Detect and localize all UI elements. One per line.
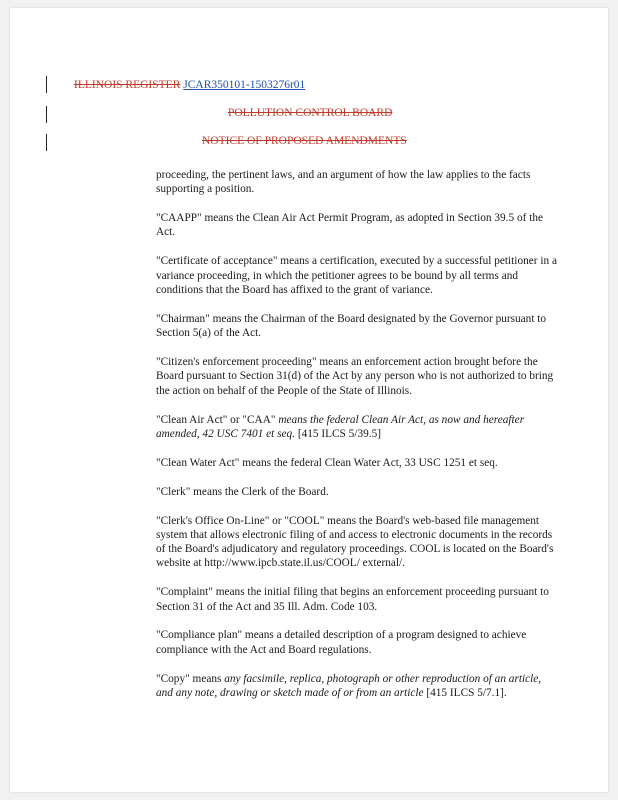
definition-paragraph: "Chairman" means the Chairman of the Board designated by the Governor pursuant to Section 5(a) of the Act.: [156, 312, 547, 340]
definition-paragraph: "Citizen's enforcement proceeding" means an enforcement action brought before the Board pursuant to Section 31(d) of the Act by any person who is not authorized to bring the action on behalf of the People of the State of Illinois.: [156, 356, 554, 397]
definition-paragraph: "Complaint" means the initial filing that begins an enforcement proceeding pursuant to Section 31 of the Act and 35 Ill. Adm. Code 103.: [156, 586, 549, 613]
definition-paragraph: "Clerk's Office On-Line" or "COOL" means the Board's web-based file management system that allows electronic filing of and access to electronic documents in the records of the Board's adjudicatory and regulatory proceedings. COOL is located on the Board's website at http://www.ipcb.state.il.us/COOL/ external/.: [156, 514, 554, 570]
register-line: [74, 78, 305, 92]
definition-paragraph: proceeding, the pertinent laws, and an argument of how the law applies to the facts supporting a position.: [156, 169, 531, 196]
definition-paragraph: "CAAPP" means the Clean Air Act Permit Program, as adopted in Section 39.5 of the Act.: [156, 212, 543, 239]
change-bar: [46, 76, 47, 93]
change-bar: [46, 134, 47, 151]
change-bar: [46, 106, 47, 123]
register-struck-text: ILLINOIS REGISTER: [74, 79, 181, 91]
statutory-text: means the federal Clean Air Act, as now and hereafter amended, 42 USC 7401 et seq.: [156, 413, 525, 440]
register-inserted-text: JCAR350101-1503276r01: [183, 79, 306, 91]
board-title: POLLUTION CONTROL BOARD: [228, 107, 393, 119]
definition-paragraph: "Certificate of acceptance" means a certification, executed by a successful petitioner in a variance proceeding, in which the petitioner agrees to be bound by all terms and conditions that the Board has affixed to the grant of variance.: [156, 255, 557, 296]
definition-paragraph: "Clean Water Act" means the federal Clean Water Act, 33 USC 1251 et seq.: [156, 456, 498, 469]
definition-paragraph: [156, 413, 558, 442]
definition-paragraph: "Clerk" means the Clerk of the Board.: [156, 485, 329, 498]
citation: [415 ILCS 5/7.1].: [423, 686, 507, 699]
definition-term: "Copy" means: [156, 672, 225, 685]
definition-paragraph: "Compliance plan" means a detailed description of a program designed to achieve compliance with the Act and Board regulations.: [156, 629, 527, 656]
document-page: [10, 8, 608, 792]
statutory-text: any facsimile, replica, photograph or other reproduction of an article, and any note, drawing or sketch made of or from an article: [156, 672, 542, 699]
notice-title: NOTICE OF PROPOSED AMENDMENTS: [202, 135, 407, 147]
definition-paragraph: [156, 672, 558, 701]
definitions-body: [156, 168, 558, 715]
citation: [415 ILCS 5/39.5]: [295, 427, 381, 440]
definition-term: "Clean Air Act" or "CAA": [156, 413, 279, 426]
